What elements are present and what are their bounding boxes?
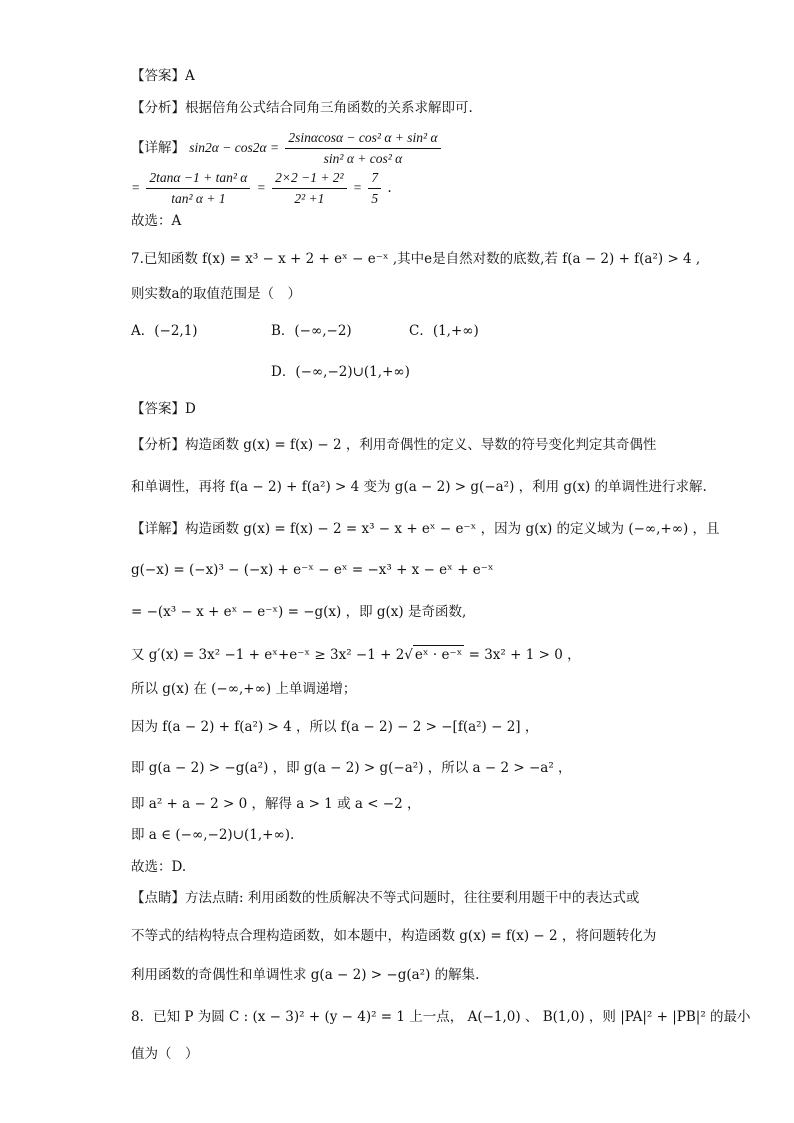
q6-fraction-1 (285, 129, 440, 168)
q6-detail-lhs: sin2α − cos2α = (189, 140, 280, 155)
q7-stem-line1: 7.已知函数 f(x) = x³ − x + 2 + eˣ − e⁻ˣ ,其中e是自然对数的底数,若 f(a − 2) + f(a²) > 4 , (131, 251, 701, 267)
q6-fraction-4-denominator: 5 (371, 191, 379, 206)
q7-option-a: A．(−2,1) (131, 323, 198, 339)
q6-fraction-3 (272, 169, 347, 208)
q7-detail-line7: 即 g(a − 2) > −g(a²) ，即 g(a − 2) > g(−a²) ，所以 a − 2 > −a² ， (131, 760, 572, 776)
q6-answer: 【答案】A (131, 68, 195, 84)
q7-answer: 【答案】D (131, 401, 196, 417)
q7-detail-line8: 即 a² + a − 2 > 0 ，解得 a > 1 或 a < −2 ， (131, 796, 421, 812)
q6-detail-line2 (131, 169, 392, 208)
q6-eq-sign-3: = (352, 180, 363, 195)
q6-detail-label: 【详解】 (131, 140, 185, 156)
q6-detail-line1 (131, 129, 443, 168)
q6-fraction-3-denominator: 2² +1 (294, 191, 325, 206)
q7-analysis-line1: 【分析】构造函数 g(x) = f(x) − 2 ，利用奇偶性的定义、导数的符号变化判定其奇偶性 (131, 437, 657, 453)
q8-stem-line1: 8．已知 P 为圆 C : (x − 3)² + (y − 4)² = 1 上一点， A(−1,0) 、 B(1,0) ，则 |PA|² + |PB|² 的最小 (131, 1009, 751, 1025)
q6-fraction-4-numerator: 7 (368, 169, 381, 189)
q7-detail-line1: 【详解】构造函数 g(x) = f(x) − 2 = x³ − x + eˣ − e⁻ˣ ，因为 g(x) 的定义域为 (−∞,+∞) ，且 (131, 521, 720, 537)
q7-comment-line3: 利用函数的奇偶性和单调性求 g(a − 2) > −g(a²) 的解集. (131, 967, 480, 983)
q6-fraction-2-denominator: tan² α + 1 (171, 191, 226, 206)
q6-fraction-1-denominator: sin² α + cos² α (323, 151, 403, 166)
sqrt-symbol-icon: √ (404, 647, 413, 663)
q7-detail-line4-post: = 3x² + 1 > 0 ， (464, 647, 581, 663)
q6-period: . (387, 180, 392, 196)
q7-option-d: D．(−∞,−2)∪(1,+∞) (271, 364, 410, 380)
q6-fraction-4 (368, 169, 381, 208)
q7-comment-line1: 【点睛】方法点睛: 利用函数的性质解决不等式问题时，往往要利用题干中的表达式或 (131, 890, 640, 906)
q6-fraction-1-numerator: 2sinαcosα − cos² α + sin² α (285, 129, 440, 149)
q7-comment-line2: 不等式的结构特点合理构造函数，如本题中，构造函数 g(x) = f(x) − 2 ，将问题转化为 (131, 928, 657, 944)
q7-detail-line4 (131, 645, 581, 664)
q6-fraction-3-numerator: 2×2 −1 + 2² (272, 169, 347, 189)
q6-analysis: 【分析】根据倍角公式结合同角三角函数的关系求解即可. (131, 100, 473, 116)
q8-stem-line2: 值为（ ） (131, 1046, 199, 1062)
q7-detail-line4-radicand: eˣ · e⁻ˣ (414, 647, 463, 663)
q7-option-b: B．(−∞,−2) (271, 323, 352, 339)
q7-detail-line6: 因为 f(a − 2) + f(a²) > 4 ，所以 f(a − 2) − 2 > −[f(a²) − 2] ， (131, 719, 539, 735)
q7-analysis-line2: 和单调性，再将 f(a − 2) + f(a²) > 4 变为 g(a − 2) > g(−a²) ，利用 g(x) 的单调性进行求解. (131, 479, 707, 495)
q7-option-c: C．(1,+∞) (409, 323, 479, 339)
q6-fraction-2-numerator: 2tanα −1 + tan² α (146, 169, 250, 189)
q7-detail-line3: = −(x³ − x + eˣ − e⁻ˣ) = −g(x) ，即 g(x) 是奇函数, (131, 604, 467, 620)
q6-eq-sign: = (131, 180, 141, 195)
q6-fraction-2 (146, 169, 250, 208)
q6-choose: 故选：A (131, 213, 182, 229)
q6-eq-sign-2: = (256, 180, 266, 195)
q7-detail-line9: 即 a ∈ (−∞,−2)∪(1,+∞). (131, 827, 295, 843)
q7-choose: 故选：D. (131, 859, 187, 875)
q7-stem-line2: 则实数a的取值范围是（ ） (131, 286, 302, 302)
q7-detail-line2: g(−x) = (−x)³ − (−x) + e⁻ˣ − eˣ = −x³ + x − eˣ + e⁻ˣ (131, 562, 494, 578)
q7-detail-line4-pre: 又 g′(x) = 3x² −1 + eˣ+e⁻ˣ ≥ 3x² −1 + 2 (131, 647, 405, 663)
q7-detail-line5: 所以 g(x) 在 (−∞,+∞) 上单调递增； (131, 681, 357, 697)
